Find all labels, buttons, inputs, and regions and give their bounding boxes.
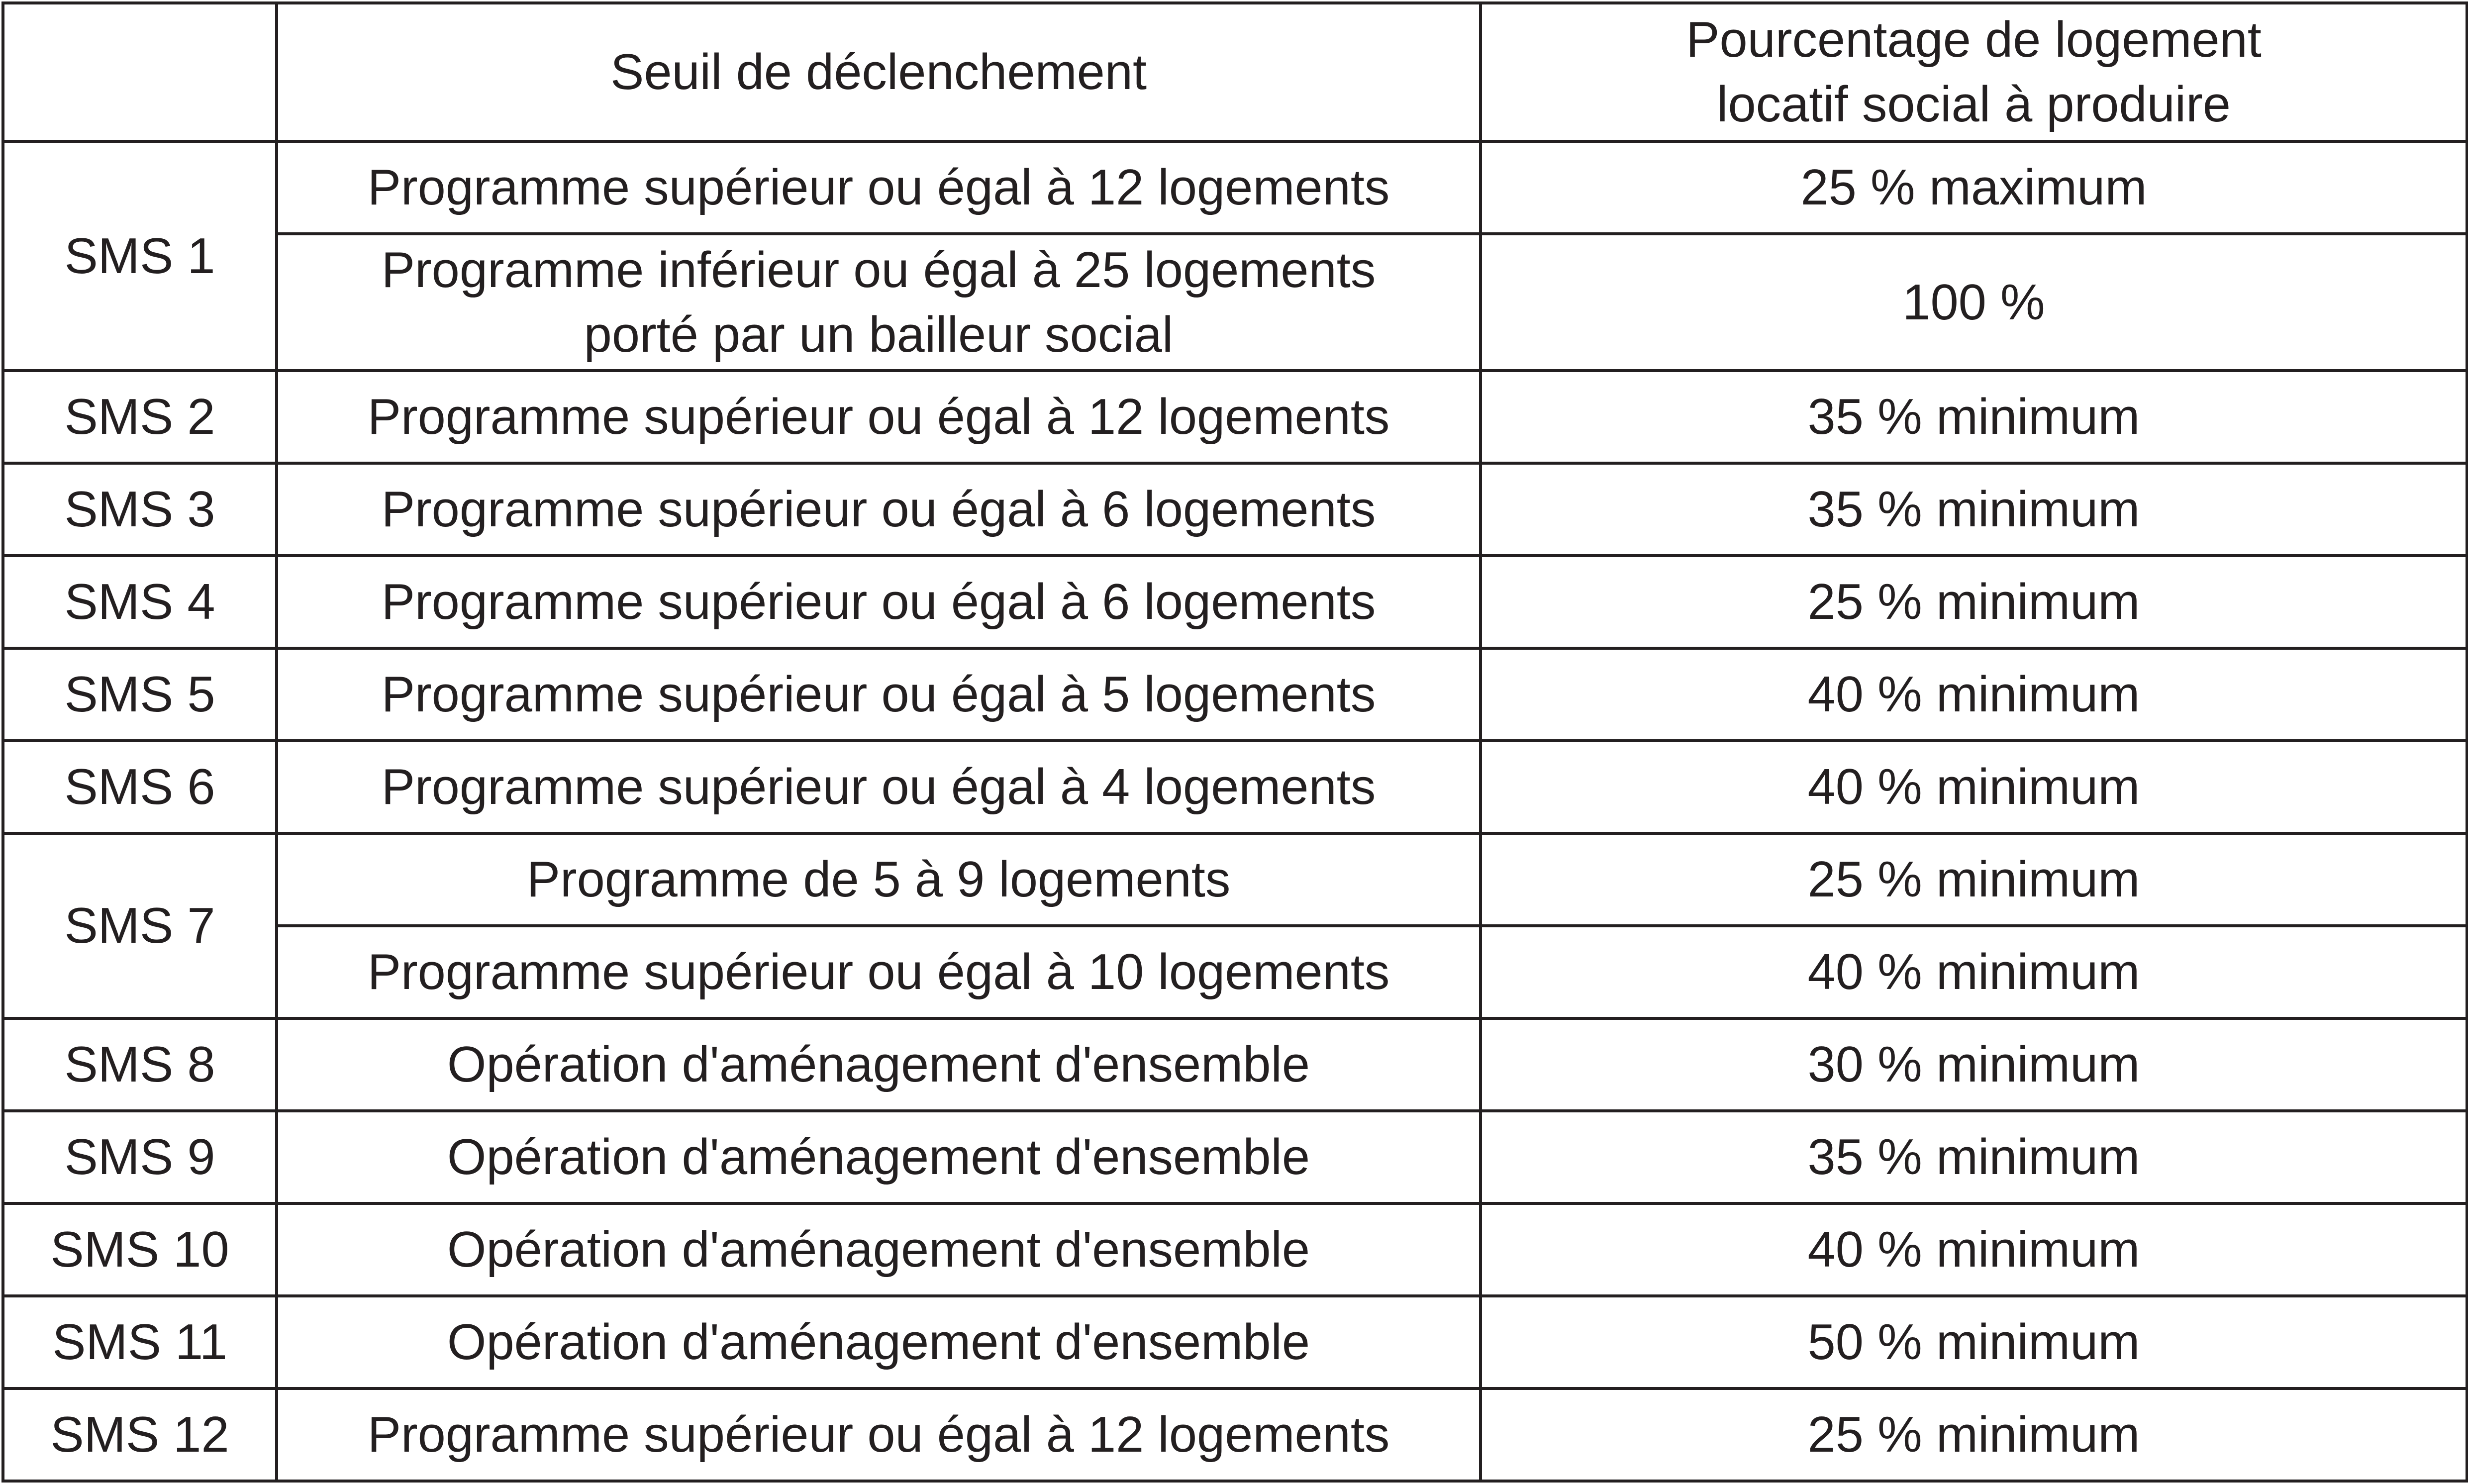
seuil-cell: Programme supérieur ou égal à 12 logements [277, 1388, 1481, 1481]
seuil-line2: porté par un bailleur social [584, 306, 1174, 363]
pourcentage-cell: 25 % minimum [1481, 1388, 2467, 1481]
zone-cell: SMS 3 [3, 463, 277, 556]
pourcentage-cell: 35 % minimum [1481, 371, 2467, 463]
pourcentage-cell: 40 % minimum [1481, 1203, 2467, 1296]
zone-cell: SMS 11 [3, 1296, 277, 1388]
table-row [3, 1111, 2467, 1203]
zone-cell: SMS 7 [3, 833, 277, 1018]
pourcentage-cell: 40 % minimum [1481, 648, 2467, 741]
table-row [3, 1296, 2467, 1388]
seuil-cell: Opération d'aménagement d'ensemble [277, 1296, 1481, 1388]
zone-cell: SMS 6 [3, 741, 277, 833]
table-row [3, 741, 2467, 833]
pourcentage-cell: 35 % minimum [1481, 463, 2467, 556]
header-seuil-cell: Seuil de déclenchement [277, 3, 1481, 141]
pourcentage-cell: 100 % [1481, 234, 2467, 371]
pourcentage-cell: 40 % minimum [1481, 926, 2467, 1018]
table-row [3, 926, 2467, 1018]
table-row [3, 648, 2467, 741]
zone-cell: SMS 1 [3, 141, 277, 371]
table-row [3, 833, 2467, 926]
header-pourcentage-cell [1481, 3, 2467, 141]
header-pourcentage-line1: Pourcentage de logement [1686, 12, 2262, 68]
seuil-cell: Programme supérieur ou égal à 10 logements [277, 926, 1481, 1018]
pourcentage-cell: 35 % minimum [1481, 1111, 2467, 1203]
seuil-line1: Programme inférieur ou égal à 25 logements [381, 242, 1376, 298]
pourcentage-cell: 25 % minimum [1481, 833, 2467, 926]
zone-cell: SMS 9 [3, 1111, 277, 1203]
seuil-cell: Programme supérieur ou égal à 4 logements [277, 741, 1481, 833]
table-row [3, 141, 2467, 234]
zone-cell: SMS 8 [3, 1018, 277, 1111]
table-row [3, 1203, 2467, 1296]
seuil-cell: Programme de 5 à 9 logements [277, 833, 1481, 926]
table-row [3, 463, 2467, 556]
seuil-cell: Opération d'aménagement d'ensemble [277, 1111, 1481, 1203]
header-zone-cell [3, 3, 277, 141]
zone-cell: SMS 12 [3, 1388, 277, 1481]
table-row [3, 1388, 2467, 1481]
table-row [3, 371, 2467, 463]
sms-thresholds-table [1, 1, 2468, 1483]
pourcentage-cell: 25 % maximum [1481, 141, 2467, 234]
header-pourcentage-line2: locatif social à produire [1717, 77, 2231, 132]
pourcentage-cell: 50 % minimum [1481, 1296, 2467, 1388]
zone-cell: SMS 4 [3, 556, 277, 648]
pourcentage-cell: 40 % minimum [1481, 741, 2467, 833]
table-header-row [3, 3, 2467, 141]
seuil-cell: Programme supérieur ou égal à 5 logements [277, 648, 1481, 741]
seuil-cell: Programme supérieur ou égal à 6 logements [277, 463, 1481, 556]
table-row [3, 1018, 2467, 1111]
seuil-cell: Opération d'aménagement d'ensemble [277, 1203, 1481, 1296]
zone-cell: SMS 2 [3, 371, 277, 463]
seuil-cell: Programme supérieur ou égal à 12 logements [277, 141, 1481, 234]
seuil-cell: Opération d'aménagement d'ensemble [277, 1018, 1481, 1111]
zone-cell: SMS 10 [3, 1203, 277, 1296]
seuil-cell: Programme supérieur ou égal à 12 logements [277, 371, 1481, 463]
pourcentage-cell: 30 % minimum [1481, 1018, 2467, 1111]
pourcentage-cell: 25 % minimum [1481, 556, 2467, 648]
table-row [3, 556, 2467, 648]
table-row [3, 234, 2467, 371]
seuil-cell: Programme supérieur ou égal à 6 logements [277, 556, 1481, 648]
seuil-cell [277, 234, 1481, 371]
zone-cell: SMS 5 [3, 648, 277, 741]
